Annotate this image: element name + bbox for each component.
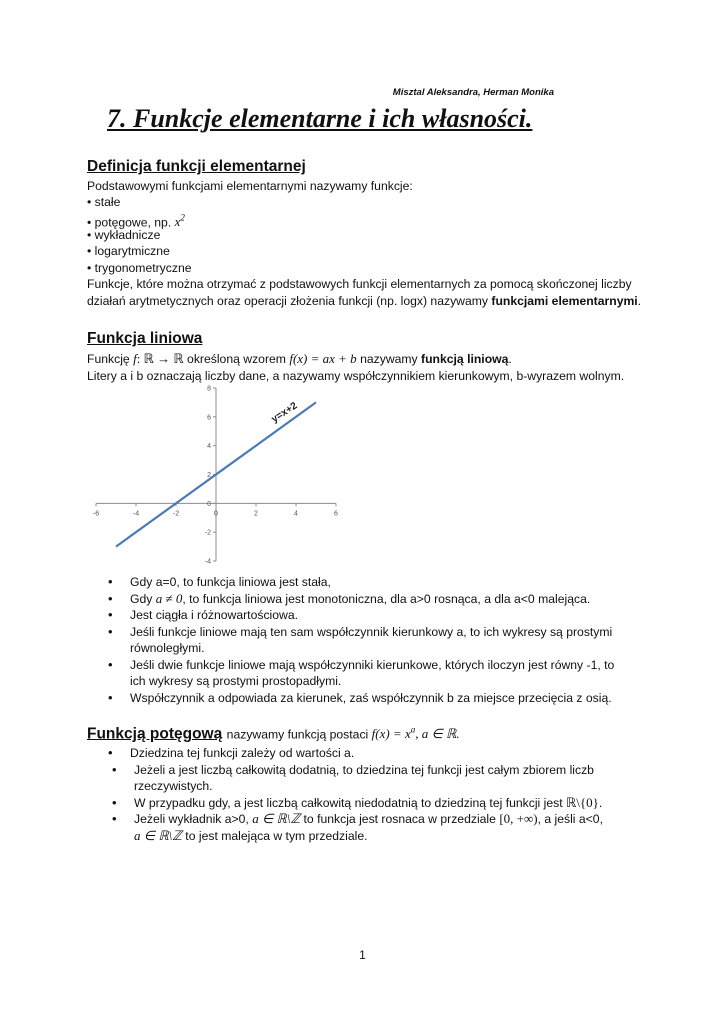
power-formula: $f(x) = x^a$, a ∈ ℝ. — [371, 725, 460, 742]
heading-linear-function: Funkcja liniowa — [87, 330, 203, 347]
y-tick-label: 0 — [207, 500, 211, 508]
linear-formula: f(x) = ax + b — [289, 351, 357, 366]
bold-term: funkcjami elementarnymi — [491, 294, 638, 308]
x-tick-label: 6 — [334, 510, 338, 518]
authors: Misztal Aleksandra, Herman Monika — [392, 87, 554, 98]
page-number: 1 — [359, 948, 366, 962]
list-item: • Dziedzina tej funkcji zależy od wartości a. — [130, 745, 650, 762]
y-tick-label: 6 — [207, 414, 211, 422]
list-item: • Jest ciągła i różnowartościowa. — [130, 607, 650, 624]
y-tick-label: -4 — [204, 558, 211, 566]
list-item-constant: • stałe — [87, 195, 121, 209]
x-tick-label: 0 — [214, 510, 218, 518]
intro-text: Podstawowymi funkcjami elementarnymi nazywamy funkcje: — [87, 179, 413, 193]
linear-function-chart — [86, 383, 346, 568]
y-tick-label: 4 — [207, 443, 211, 451]
x-tick-label: -6 — [92, 510, 100, 518]
list-item: • W przypadku gdy, a jest liczbą całkowitą niedodatnią to dziedziną tej funkcji jest ℝ\{0}. — [134, 795, 650, 812]
linear-properties-list — [130, 574, 650, 706]
x-tick-label: -4 — [132, 510, 140, 518]
x-tick-label: 2 — [254, 510, 258, 518]
list-item: • Gdy a=0, to funkcja liniowa jest stała, — [130, 574, 650, 591]
list-item-exponential: • wykładnicze — [87, 228, 161, 242]
list-item-trigonometric: • trygonometryczne — [87, 261, 192, 275]
power-function-definition: Funkcją potęgową nazywamy funkcją postaci $f(x) = x^a$, a ∈ ℝ. — [87, 725, 460, 743]
power-example-math: $x^2$ — [174, 213, 185, 230]
y-tick-label: 2 — [207, 472, 211, 479]
paragraph-line-2: działań arytmetycznych oraz operacji złożenia funkcji (np. logx) nazywamy funkcjami elementarnymi. — [87, 294, 642, 308]
list-item: • Jeśli funkcje liniowe mają ten sam współczynnik kierunkowy a, to ich wykresy są prostymi równoległymi. — [130, 624, 650, 657]
list-item: • Jeżeli a jest liczbą całkowitą dodatnią, to dziedzina tej funkcji jest całym zbiorem liczb rzeczywistych. — [134, 762, 650, 795]
list-item: • Jeżeli wykładnik a>0, a ∈ ℝ\ℤ to funkcja jest rosnaca w przedziale [0, +∞), a jeśli a<0, a ∈ ℝ\ℤ to jest malejąca w tym przedziale. — [134, 811, 650, 844]
heading-elementary-functions: Definicja funkcji elementarnej — [87, 158, 306, 175]
y-tick-label: -2 — [204, 529, 211, 537]
linear-definition: Funkcję f: ℝ → ℝ określoną wzorem f(x) = ax + b nazywamy funkcją liniową. — [87, 351, 512, 366]
paragraph-line-1: Funkcje, które można otrzymać z podstawowych funkcji elementarnych za pomocą skończonej liczby — [87, 277, 632, 291]
power-properties-list — [130, 745, 650, 844]
document-title: 7. Funkcje elementarne i ich własności. — [107, 104, 533, 133]
heading-power-function: Funkcją potęgową — [87, 725, 223, 743]
x-tick-label: -2 — [172, 510, 180, 518]
x-tick-label: 4 — [294, 510, 298, 518]
line-annotation: y=x+2 — [269, 400, 300, 426]
list-item-logarithmic: • logarytmiczne — [87, 244, 170, 258]
y-tick-label: 8 — [207, 385, 211, 393]
coefficients-text: Litery a i b oznaczają liczby dane, a nazywamy współczynnikiem kierunkowym, b-wyrazem wolnym. — [87, 369, 625, 383]
list-item: • Gdy a ≠ 0, to funkcja liniowa jest monotoniczna, dla a>0 rosnąca, a dla a<0 malejąca. — [130, 591, 650, 608]
list-item-power-label: • potęgowe, np. — [87, 215, 175, 230]
list-item: • Jeśli dwie funkcje liniowe mają współczynniki kierunkowe, których iloczyn jest równy -1, to ich wykresy są prostymi prostopadłymi. — [130, 657, 650, 690]
list-item: • Współczynnik a odpowiada za kierunek, zaś współczynnik b za miejsce przecięcia z osią. — [130, 690, 650, 707]
